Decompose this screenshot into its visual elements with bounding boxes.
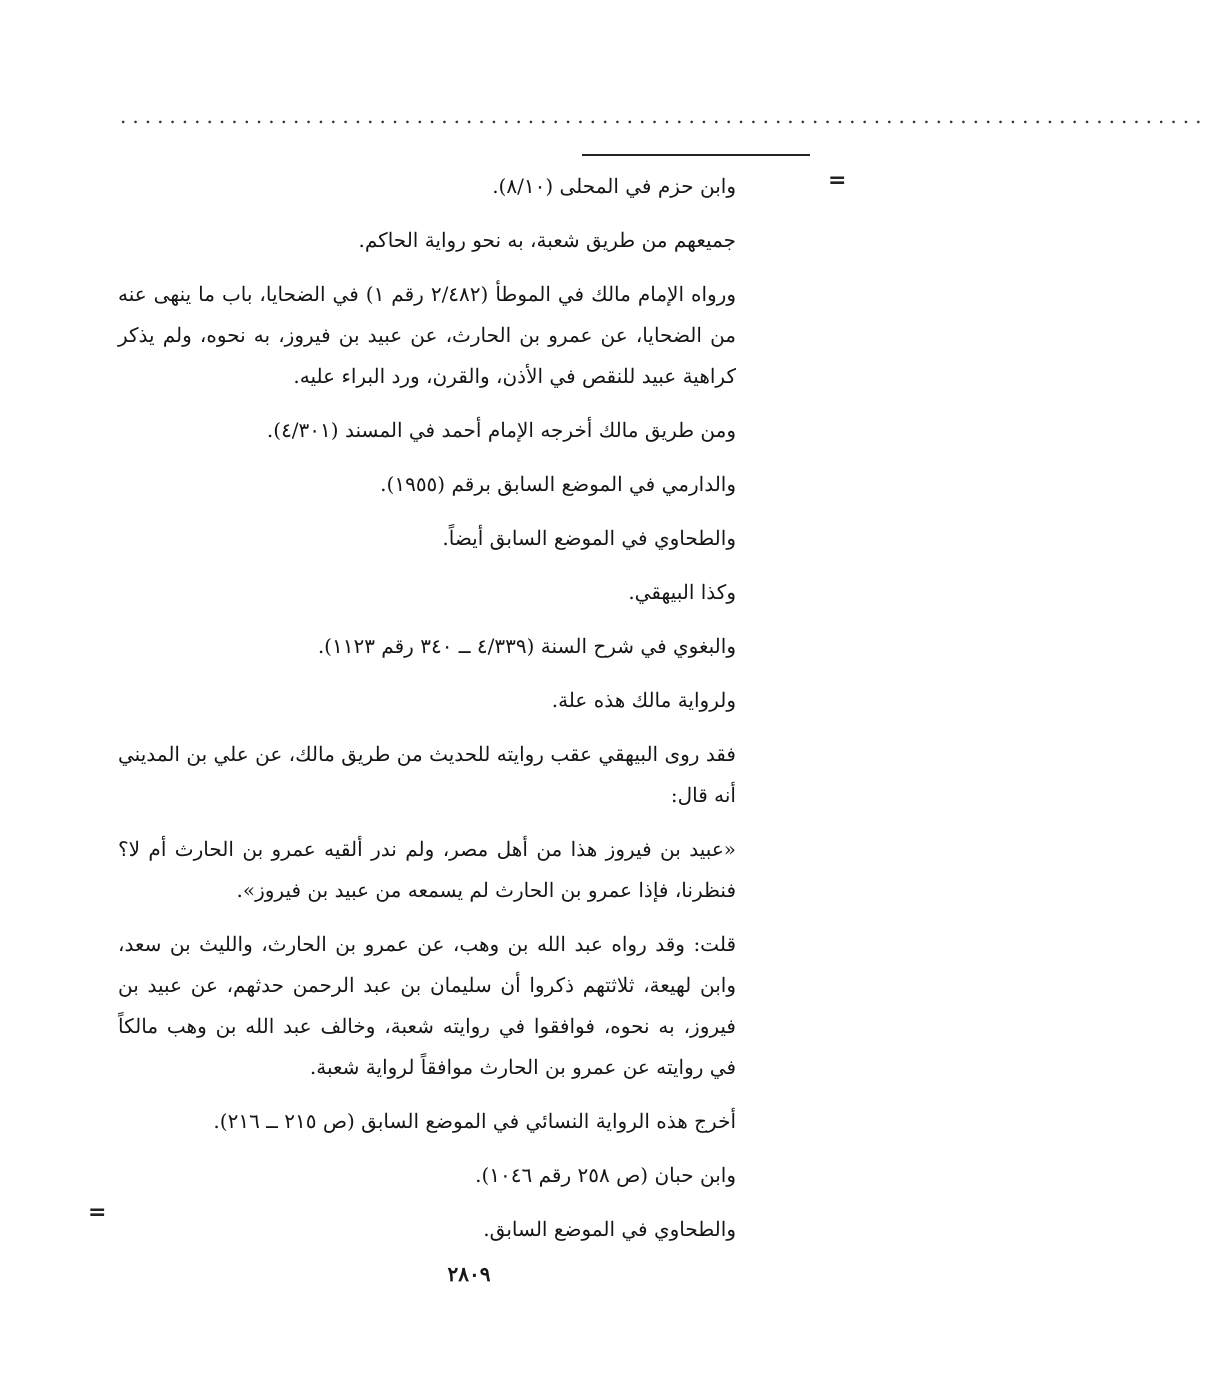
dotted-separator: ........................................................................................ xyxy=(120,104,1207,128)
paragraph-13: أخرج هذه الرواية النسائي في الموضع السابق (ص ٢١٥ ــ ٢١٦). xyxy=(213,1109,736,1133)
footnote-rule xyxy=(582,154,810,156)
paragraph-10: فقد روى البيهقي عقب روايته للحديث من طريق مالك، عن علي بن المديني أنه قال: xyxy=(118,742,736,807)
continuation-mark-top: = xyxy=(828,168,847,193)
paragraph-7: وكذا البيهقي. xyxy=(628,580,736,604)
paragraph-9: ولرواية مالك هذه علة. xyxy=(551,688,736,712)
paragraph-6: والطحاوي في الموضع السابق أيضاً. xyxy=(442,526,736,550)
continuation-mark-bottom: = xyxy=(88,1200,107,1225)
page-number: ٢٨٠٩ xyxy=(447,1262,491,1286)
paragraph-5: والدارمي في الموضع السابق برقم (١٩٥٥). xyxy=(380,472,736,496)
paragraph-15: والطحاوي في الموضع السابق. xyxy=(483,1217,736,1241)
footnote-text xyxy=(118,166,736,1263)
paragraph-11: «عبيد بن فيروز هذا من أهل مصر، ولم ندر ألقيه عمرو بن الحارث أم لا؟ فنظرنا، فإذا عمرو بن الحارث لم يسمعه من عبيد بن فيروز». xyxy=(118,837,736,902)
paragraph-14: وابن حبان (ص ٢٥٨ رقم ١٠٤٦). xyxy=(475,1163,736,1187)
paragraph-2: جميعهم من طريق شعبة، به نحو رواية الحاكم. xyxy=(358,228,736,252)
paragraph-8: والبغوي في شرح السنة (٤/٣٣٩ ــ ٣٤٠ رقم ١١٢٣). xyxy=(317,634,736,658)
paragraph-4: ومن طريق مالك أخرجه الإمام أحمد في المسند (٤/٣٠١). xyxy=(266,418,736,442)
paragraph-1: وابن حزم في المحلى (٨/١٠). xyxy=(492,174,736,198)
paragraph-12: قلت: وقد رواه عبد الله بن وهب، عن عمرو بن الحارث، والليث بن سعد، وابن لهيعة، ثلاثتهم ذكروا أن سليمان بن عبد الرحمن حدثهم، عن عبيد بن فيروز، به نحوه، فوافقوا في روايته شعبة، وخالف عبد الله بن وهب مالكاً في روايته عن عمرو بن الحارث موافقاً لرواية شعبة. xyxy=(118,932,737,1079)
paragraph-3: ورواه الإمام مالك في الموطأ (٢/٤٨٢ رقم ١) في الضحايا، باب ما ينهى عنه من الضحايا، عن عمرو بن الحارث، عن عبيد بن فيروز، به نحوه، ولم يذكر كراهية عبيد للنقص في الأذن، والقرن، ورد البراء عليه. xyxy=(118,282,736,388)
